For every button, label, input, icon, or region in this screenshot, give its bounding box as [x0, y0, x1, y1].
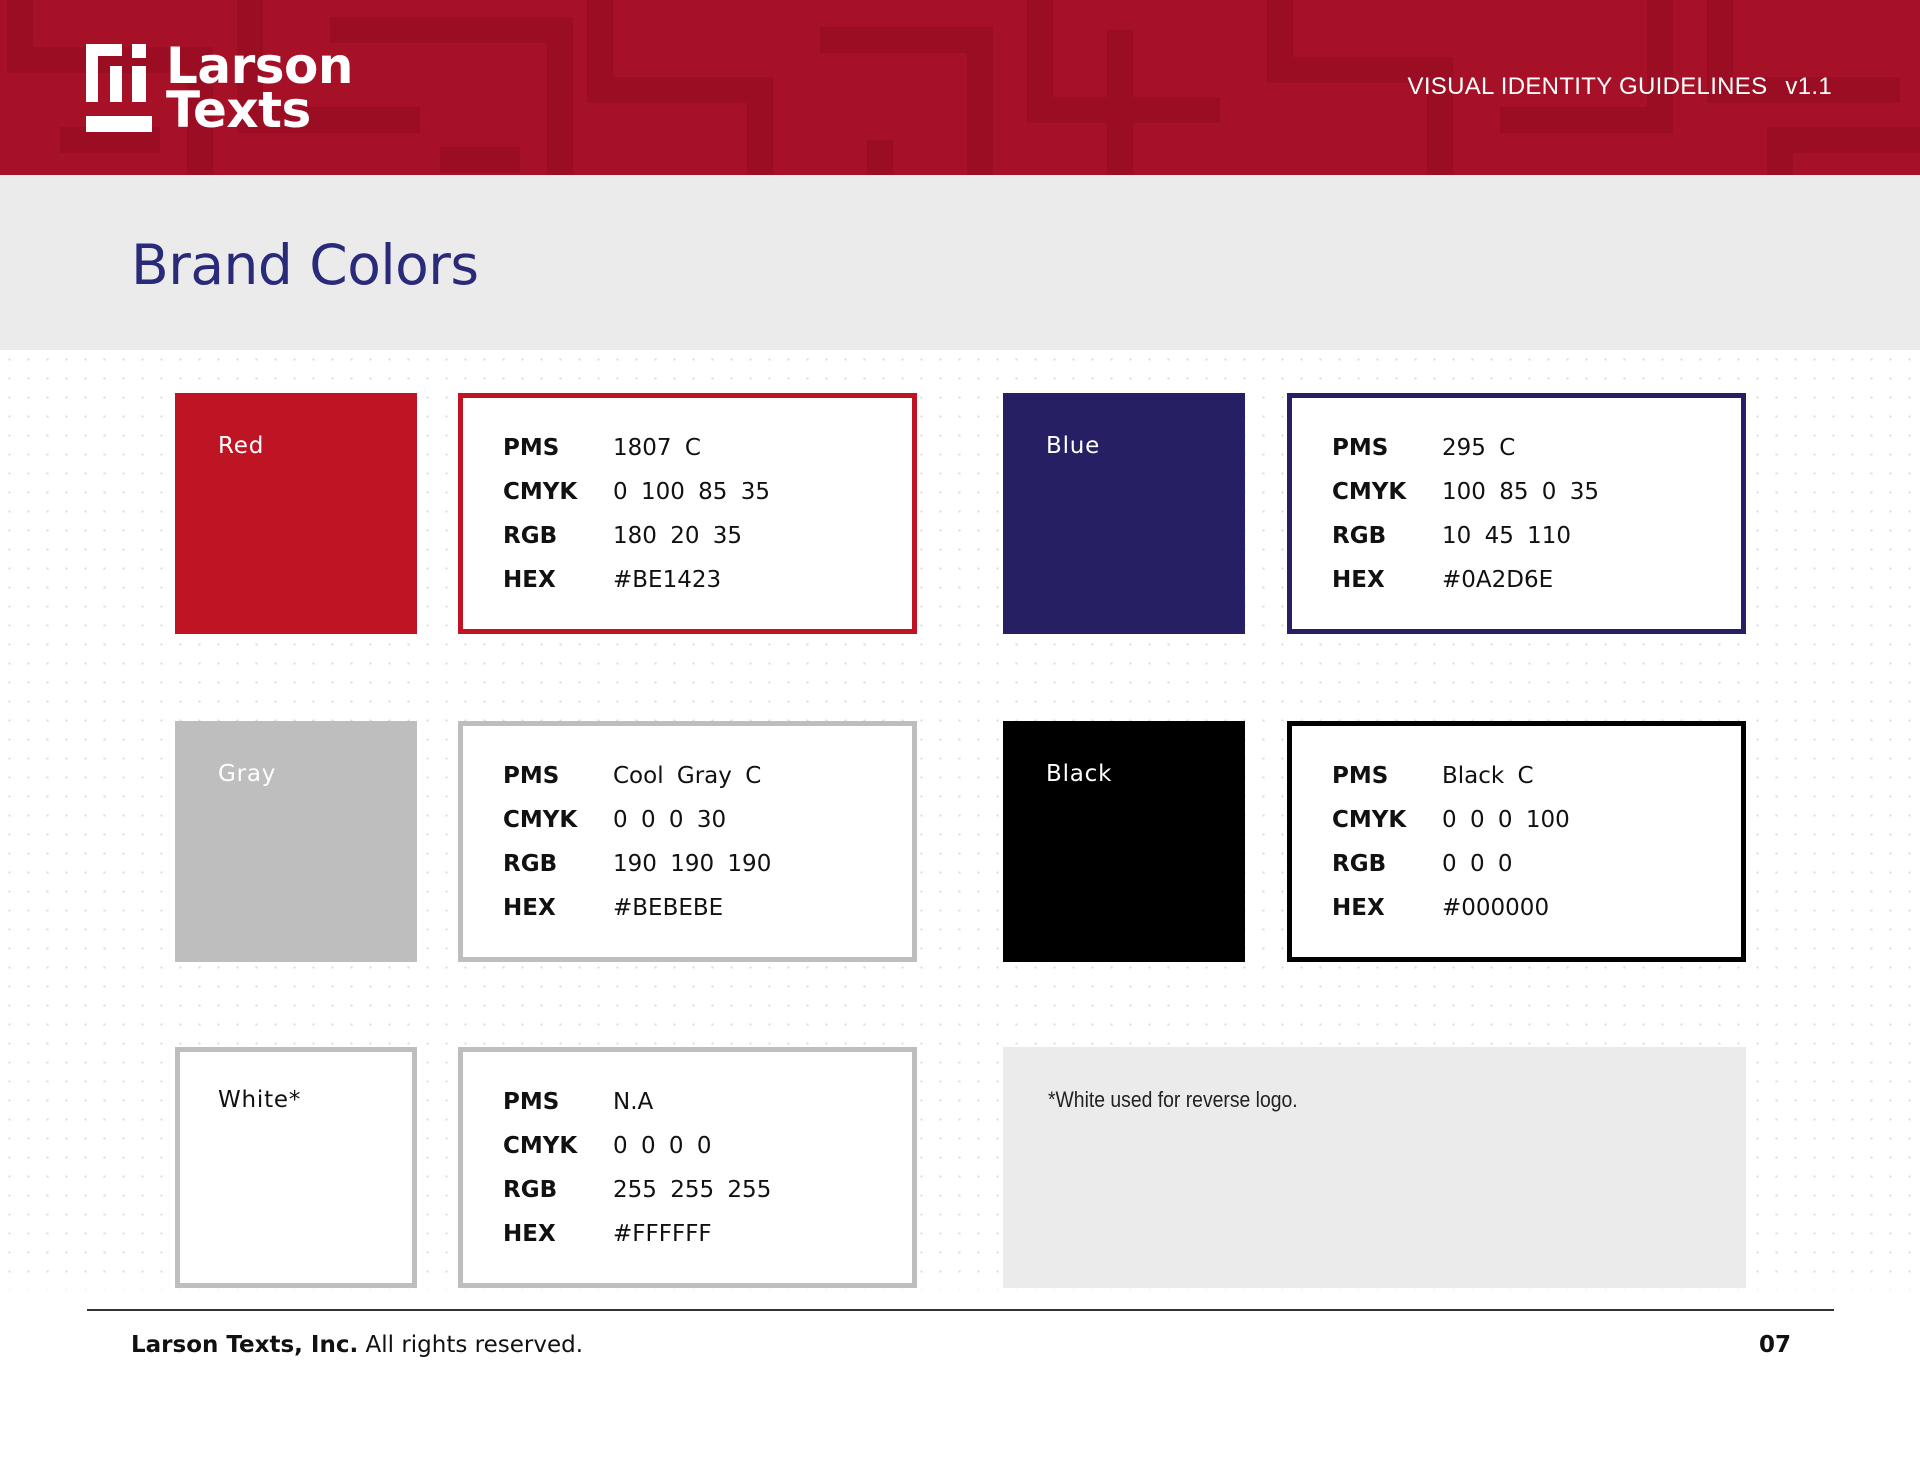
- spec-value-rgb: 255 255 255: [613, 1177, 772, 1203]
- spec-value-pms: 295 C: [1442, 435, 1516, 461]
- spec-value-pms: Cool Gray C: [613, 763, 762, 789]
- footer-copyright: [131, 1332, 583, 1358]
- spec-label-rgb: RGB: [503, 851, 558, 877]
- title-band: [0, 175, 1920, 350]
- spec-card-gray: [458, 721, 917, 962]
- document-meta: [1408, 73, 1832, 101]
- spec-label-hex: HEX: [503, 895, 556, 921]
- spec-value-pms: N.A: [613, 1089, 654, 1115]
- spec-label-cmyk: CMYK: [1332, 807, 1407, 833]
- spec-value-hex: #BEBEBE: [613, 895, 724, 921]
- footer-rights: All rights reserved.: [365, 1332, 584, 1358]
- swatch-black: [1003, 721, 1245, 962]
- spec-value-hex: #FFFFFF: [613, 1221, 712, 1247]
- logo-wordmark: [166, 37, 353, 139]
- spec-label-pms: PMS: [1332, 435, 1389, 461]
- spec-label-rgb: RGB: [503, 1177, 558, 1203]
- swatch-gray: [175, 721, 417, 962]
- color-grid: [0, 350, 1920, 1290]
- white-usage-note: *White used for reverse logo.: [1048, 1087, 1298, 1112]
- swatch-blue: [1003, 393, 1245, 634]
- spec-label-rgb: RGB: [1332, 851, 1387, 877]
- spec-value-cmyk: 0 0 0 30: [613, 807, 727, 833]
- spec-card-black: [1287, 721, 1746, 962]
- page-number: 07: [1759, 1332, 1792, 1358]
- spec-card-red: [458, 393, 917, 634]
- spec-label-pms: PMS: [503, 435, 560, 461]
- spec-label-cmyk: CMYK: [503, 1133, 578, 1159]
- swatch-label: Blue: [1046, 433, 1101, 459]
- footer-company: Larson Texts, Inc.: [131, 1332, 359, 1358]
- swatch-label: Black: [1046, 761, 1113, 787]
- spec-table: [503, 760, 771, 924]
- spec-label-cmyk: CMYK: [1332, 479, 1407, 505]
- spec-label-hex: HEX: [1332, 895, 1385, 921]
- spec-value-rgb: 10 45 110: [1442, 523, 1572, 549]
- logo-line-1: Larson: [166, 37, 353, 95]
- logo-mark-icon: [86, 44, 152, 132]
- spec-value-cmyk: 0 0 0 0: [613, 1133, 712, 1159]
- spec-label-hex: HEX: [503, 1221, 556, 1247]
- spec-table: [503, 1086, 771, 1250]
- spec-value-cmyk: 0 100 85 35: [613, 479, 770, 505]
- spec-value-hex: #000000: [1442, 895, 1550, 921]
- spec-value-rgb: 190 190 190: [613, 851, 772, 877]
- spec-value-cmyk: 100 85 0 35: [1442, 479, 1599, 505]
- spec-label-pms: PMS: [503, 1089, 560, 1115]
- swatch-label: Red: [218, 433, 265, 459]
- spec-table: [503, 432, 770, 596]
- spec-label-hex: HEX: [1332, 567, 1385, 593]
- spec-value-hex: #0A2D6E: [1442, 567, 1554, 593]
- note-box: [1003, 1047, 1746, 1288]
- spec-card-blue: [1287, 393, 1746, 634]
- spec-value-pms: 1807 C: [613, 435, 701, 461]
- footer-divider: [87, 1309, 1834, 1311]
- spec-value-pms: Black C: [1442, 763, 1534, 789]
- spec-label-rgb: RGB: [503, 523, 558, 549]
- swatch-label: White*: [218, 1087, 302, 1113]
- spec-label-pms: PMS: [503, 763, 560, 789]
- spec-label-rgb: RGB: [1332, 523, 1387, 549]
- logo-line-2: Texts: [166, 81, 311, 139]
- spec-value-rgb: 0 0 0: [1442, 851, 1513, 877]
- spec-table: [1332, 432, 1599, 596]
- swatch-red: [175, 393, 417, 634]
- spec-value-rgb: 180 20 35: [613, 523, 743, 549]
- spec-value-hex: #BE1423: [613, 567, 722, 593]
- spec-card-white: [458, 1047, 917, 1288]
- brand-logo: [86, 37, 353, 139]
- spec-value-cmyk: 0 0 0 100: [1442, 807, 1570, 833]
- spec-label-cmyk: CMYK: [503, 479, 578, 505]
- spec-label-pms: PMS: [1332, 763, 1389, 789]
- swatch-white: [175, 1047, 417, 1288]
- spec-table: [1332, 760, 1570, 924]
- swatch-label: Gray: [218, 761, 277, 787]
- document-version: v1.1: [1785, 73, 1832, 100]
- document-title: VISUAL IDENTITY GUIDELINES: [1407, 73, 1768, 100]
- spec-label-cmyk: CMYK: [503, 807, 578, 833]
- header-band: [0, 0, 1920, 175]
- page-title: Brand Colors: [131, 233, 479, 297]
- spec-label-hex: HEX: [503, 567, 556, 593]
